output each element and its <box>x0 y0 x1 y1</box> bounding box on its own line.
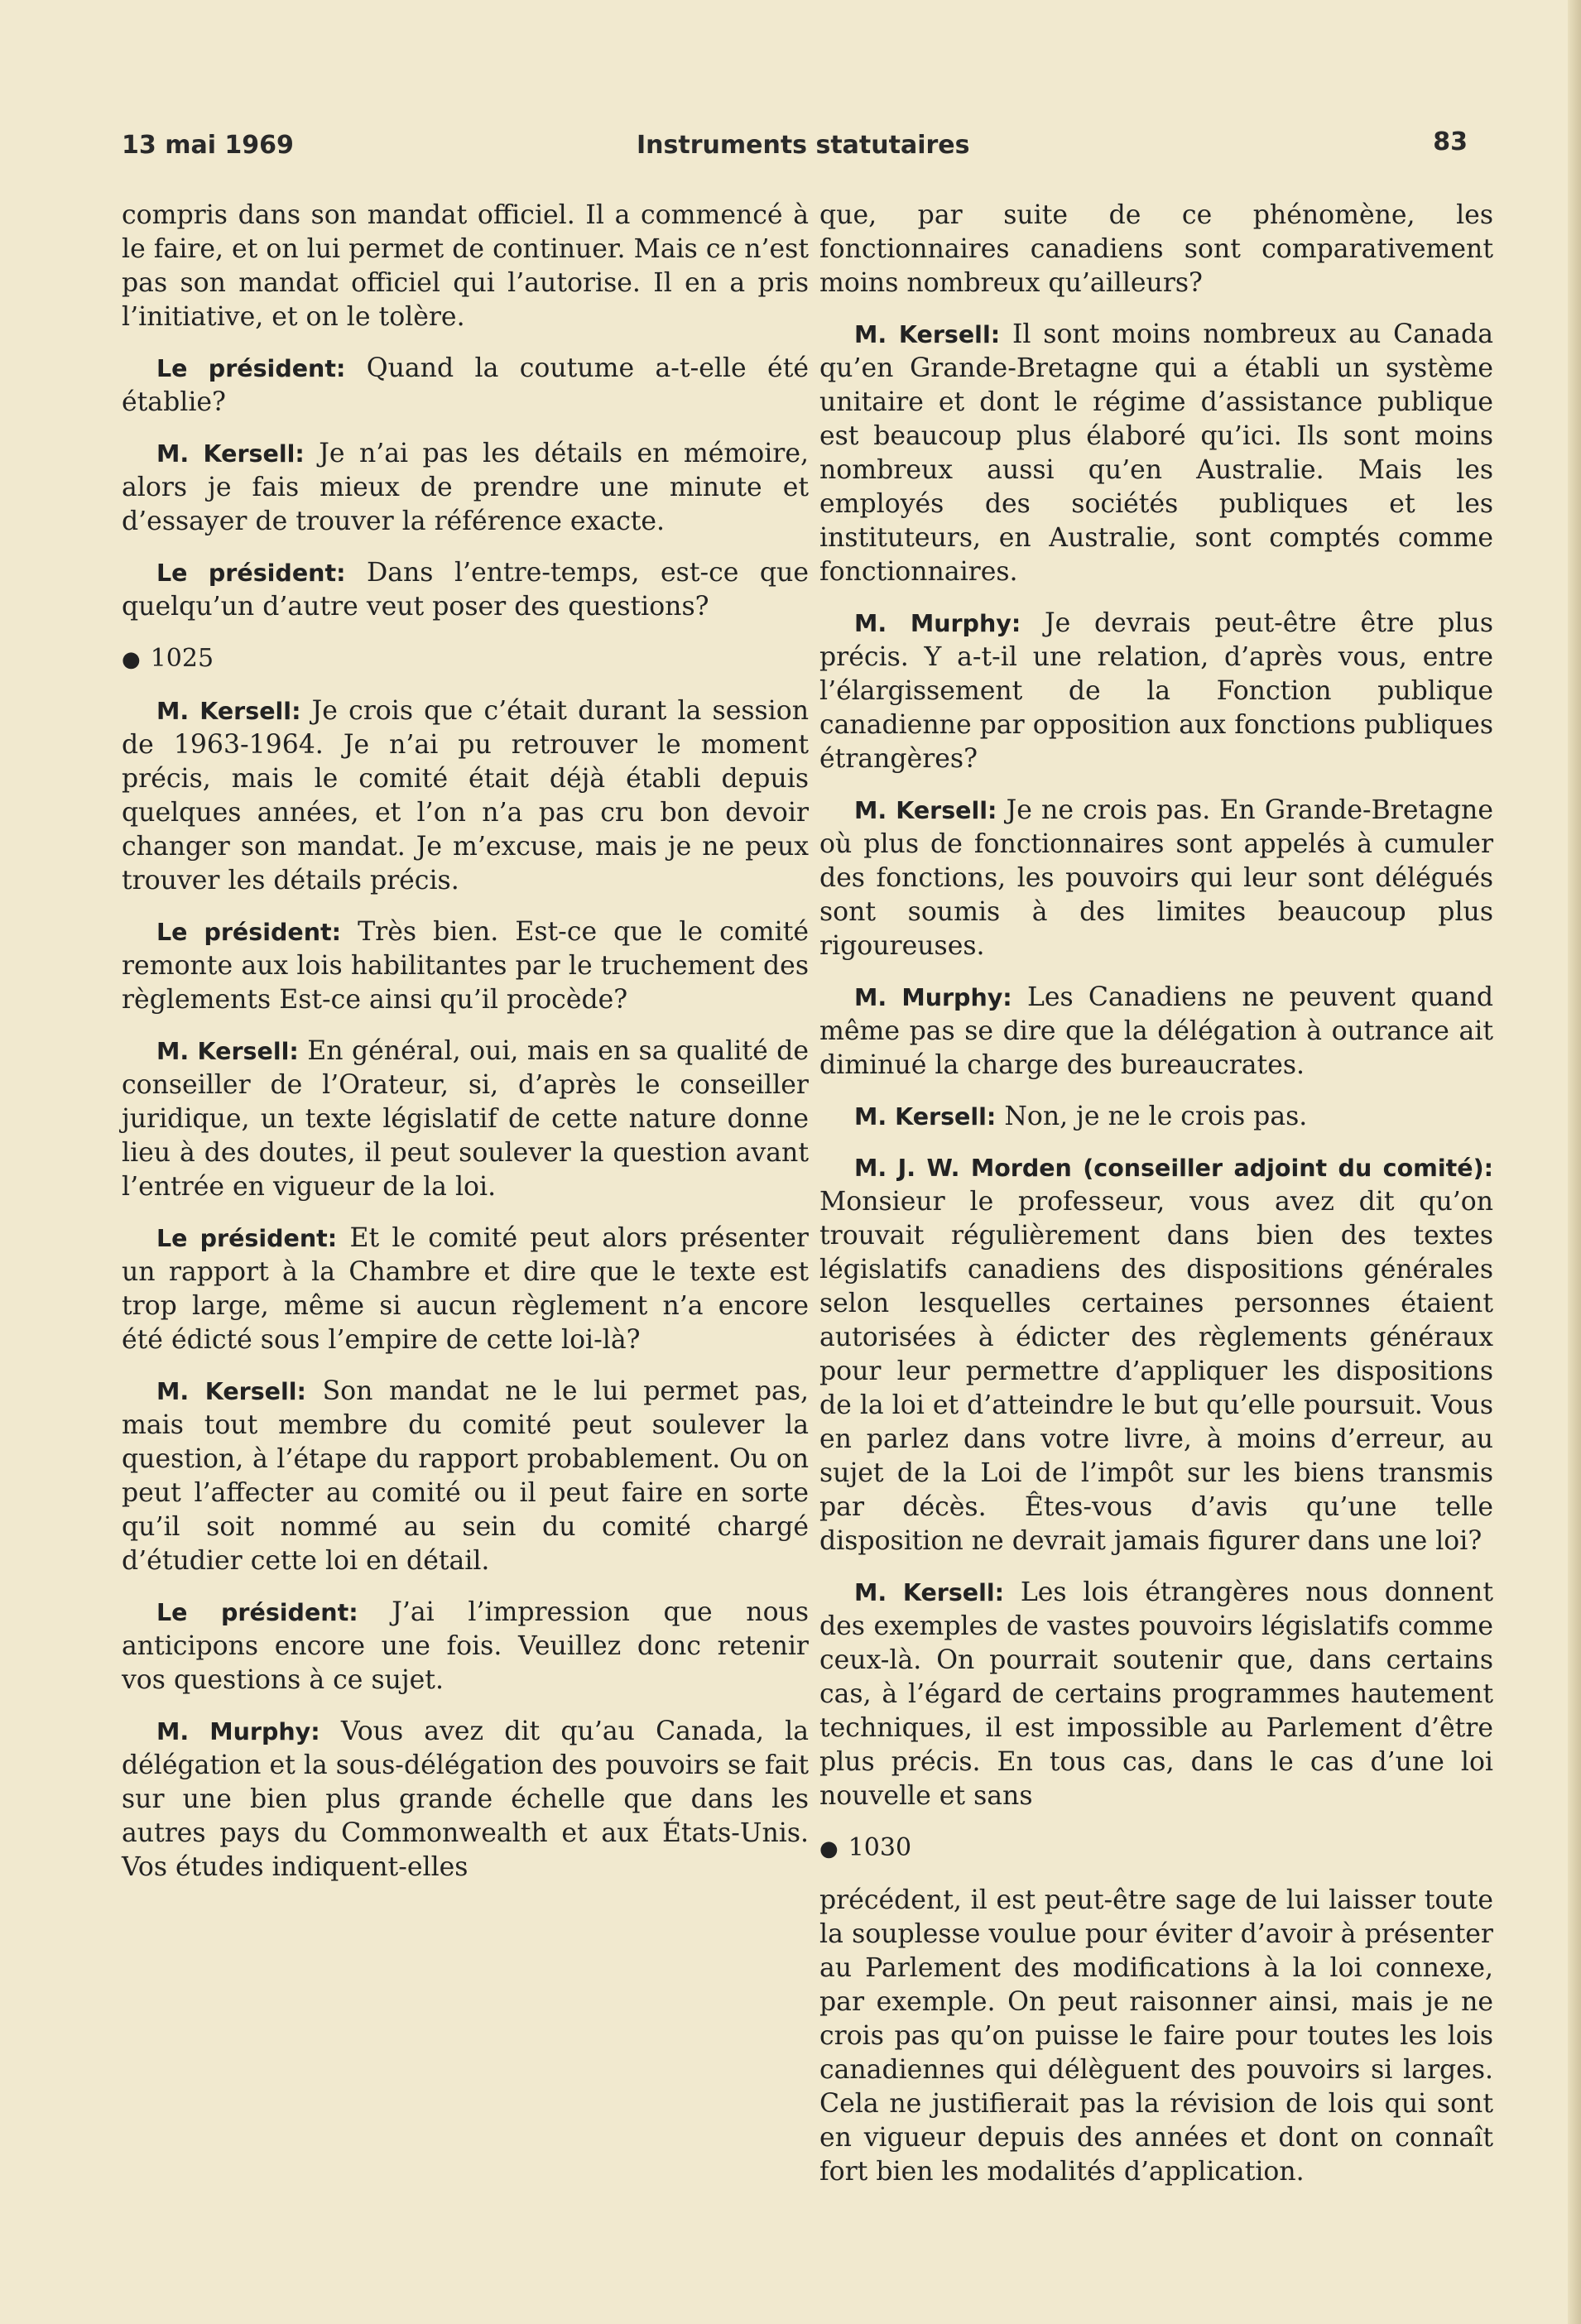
paragraph-text: Il sont moins nombreux au Canada qu’en Grande-Bretagne qui a établi un système unitaire et dont le régime d’assistance publique est beaucoup plus élaboré qu’ici. Ils sont moins nombreux aussi qu’en Australie. Mais les employés des sociétés publiques et les instituteurs, en Australie, sont comptés comme fonctionnaires. <box>819 319 1493 587</box>
speaker-name: Le président: <box>156 1599 358 1626</box>
paragraph-text: Et le comité peut alors présenter un rapport à la Chambre et dire que le texte est trop large, même si aucun règlement n’a encore été édicté sous l’empire de cette loi-là? <box>122 1223 809 1355</box>
speaker-name: M. Murphy: <box>854 610 1021 637</box>
speaker-name: M. Kersell: <box>156 1038 299 1065</box>
bullet-icon: ● <box>819 1837 839 1861</box>
paragraph-text: Les Canadiens ne peuvent quand même pas se dire que la délégation à outrance ait diminué la charge des bureaucrates. <box>819 982 1494 1080</box>
right-column <box>819 199 1493 2206</box>
header-section-title: Instruments statutaires <box>637 131 970 160</box>
paragraph <box>122 352 809 420</box>
paragraph <box>122 1375 809 1578</box>
time-marker <box>122 641 809 677</box>
paragraph <box>819 1100 1493 1134</box>
left-column <box>122 199 809 1902</box>
speaker-name: M. Kersell: <box>854 321 1001 348</box>
speaker-name: M. Kersell: <box>156 1378 306 1405</box>
paragraph-text: Je crois que c’était durant la session de 1963-1964. Je n’ai pu retrouver le moment précis, mais le comité était déjà établi depuis quelques années, et l’on n’a pas cru bon devoir changer son mandat. Je m’excuse, mais je ne peux trouver les détails précis. <box>122 696 809 896</box>
paragraph <box>819 318 1493 589</box>
paragraph <box>122 199 809 334</box>
speaker-name: Le président: <box>156 919 342 946</box>
paragraph <box>819 1884 1493 2189</box>
paragraph <box>122 437 809 539</box>
page-edge-shadow <box>1568 0 1581 2324</box>
speaker-name: M. Murphy: <box>854 984 1012 1011</box>
running-header <box>122 127 1484 172</box>
paragraph <box>122 694 809 898</box>
paragraph-text: Dans l’entre-temps, est-ce que quelqu’un d’autre veut poser des questions? <box>122 558 809 622</box>
paragraph-text: J’ai l’impression que nous anticipons encore une fois. Veuillez donc retenir vos questions à ce sujet. <box>122 1597 809 1695</box>
paragraph-text: Très bien. Est-ce que le comité remonte aux lois habilitantes par le truchement des règlements Est-ce ainsi qu’il procède? <box>122 917 810 1015</box>
paragraph <box>122 1596 809 1697</box>
speaker-name: Le président: <box>156 1225 338 1252</box>
page-number: 83 <box>1433 127 1468 156</box>
paragraph-text: Je ne crois pas. En Grande-Bretagne où plus de fonctionnaires sont appelés à cumuler des fonctions, les pouvoirs qui leur sont délégués sont soumis à des limites beaucoup plus rigoureuses. <box>819 795 1493 961</box>
paragraph-text: Je n’ai pas les détails en mémoire, alors je fais mieux de prendre une minute et d’essayer de trouver la référence exacte. <box>122 439 809 536</box>
speaker-name: M. Kersell: <box>854 1579 1005 1606</box>
paragraph <box>122 1035 809 1204</box>
speaker-name: M. Kersell: <box>854 1103 997 1131</box>
paragraph-text: Non, je ne le crois pas. <box>1004 1102 1308 1131</box>
paragraph-text: Vous avez dit qu’au Canada, la délégation et la sous-délégation des pouvoirs se fait sur une bien plus grande échelle que dans les autres pays du Commonwealth et aux États-Unis. Vos études indiquent-elles <box>122 1717 810 1882</box>
time-marker-label: 1030 <box>848 1833 912 1862</box>
paragraph-text: Son mandat ne le lui permet pas, mais tout membre du comité peut soulever la question, à l’étape du rapport probablement. Ou on peut l’affecter au comité ou il peut faire en sorte qu’il soit nommé au sein du comité chargé d’étudier cette loi en détail. <box>122 1376 810 1576</box>
speaker-name: M. Kersell: <box>156 440 305 468</box>
paragraph-text: précédent, il est peut-être sage de lui laisser toute la souplesse voulue pour éviter d’avoir à présenter au Parlement des modifications à la loi connexe, par exemple. On peut raisonner ainsi, mais je ne crois pas qu’on puisse le faire pour toutes les lois canadiennes qui délèguent des pouvoirs si larges. Cela ne justifierait pas la révision de lois qui sont en vigueur depuis des années et dont on connaît fort bien les modalités d’application. <box>819 1885 1493 2187</box>
paragraph <box>122 915 809 1017</box>
paragraph-text: que, par suite de ce phénomène, les fonctionnaires canadiens sont comparativement moins nombreux qu’ailleurs? <box>819 200 1493 298</box>
paragraph <box>122 556 809 624</box>
time-marker-label: 1025 <box>150 644 214 673</box>
time-marker <box>819 1831 1493 1866</box>
speaker-name: Le président: <box>156 355 346 382</box>
paragraph-text: Quand la coutume a-t-elle été établie? <box>122 353 809 417</box>
paragraph-text: Monsieur le professeur, vous avez dit qu’on trouvait régulièrement dans bien des textes législatifs canadiens des dispositions générales selon lesquelles certaines personnes étaient autorisées à édicter des règlements généraux pour leur permettre d’appliquer les dispositions de la loi et d’atteindre le but qu’elle poursuit. Vous en parlez dans votre livre, à moins d’erreur, au sujet de la Loi de l’impôt sur les biens transmis par décès. Êtes-vous d’avis qu’une telle disposition ne devrait jamais figurer dans une loi? <box>819 1187 1494 1556</box>
paragraph <box>122 1715 809 1885</box>
bullet-icon: ● <box>122 647 141 672</box>
header-date: 13 mai 1969 <box>122 131 294 160</box>
paragraph <box>819 981 1493 1083</box>
paragraph-text: Je devrais peut-être être plus précis. Y a-t-il une relation, d’après vous, entre l’élargissement de la Fonction publique canadienne par opposition aux fonctions publiques étrangères? <box>819 608 1493 774</box>
paragraph-text: compris dans son mandat officiel. Il a commencé à le faire, et on lui permet de continuer. Mais ce n’est pas son mandat officiel qui l’autorise. Il en a pris l’initiative, et on le tolère. <box>122 200 809 332</box>
speaker-name: Le président: <box>156 559 346 587</box>
speaker-name: M. Kersell: <box>854 797 997 824</box>
paragraph <box>819 607 1493 776</box>
speaker-name: M. Murphy: <box>156 1718 320 1745</box>
paragraph-text: En général, oui, mais en sa qualité de conseiller de l’Orateur, si, d’après le conseiller juridique, un texte législatif de cette nature donne lieu à des doutes, il peut soulever la question avant l’entrée en vigueur de la loi. <box>122 1036 810 1202</box>
speaker-name: M. Kersell: <box>156 698 301 725</box>
paragraph <box>819 794 1493 963</box>
paragraph-text: Les lois étrangères nous donnent des exemples de vastes pouvoirs législatifs comme ceux-là. On pourrait soutenir que, dans certains cas, à l’égard de certains programmes hautement techniques, il est impossible au Parlement d’être plus précis. En tous cas, dans le cas d’une loi nouvelle et sans <box>819 1577 1493 1811</box>
paragraph <box>819 199 1493 300</box>
paragraph <box>122 1222 809 1357</box>
speaker-name: M. J. W. Morden (conseiller adjoint du comité): <box>854 1155 1493 1182</box>
paragraph <box>819 1151 1493 1558</box>
paragraph <box>819 1576 1493 1813</box>
